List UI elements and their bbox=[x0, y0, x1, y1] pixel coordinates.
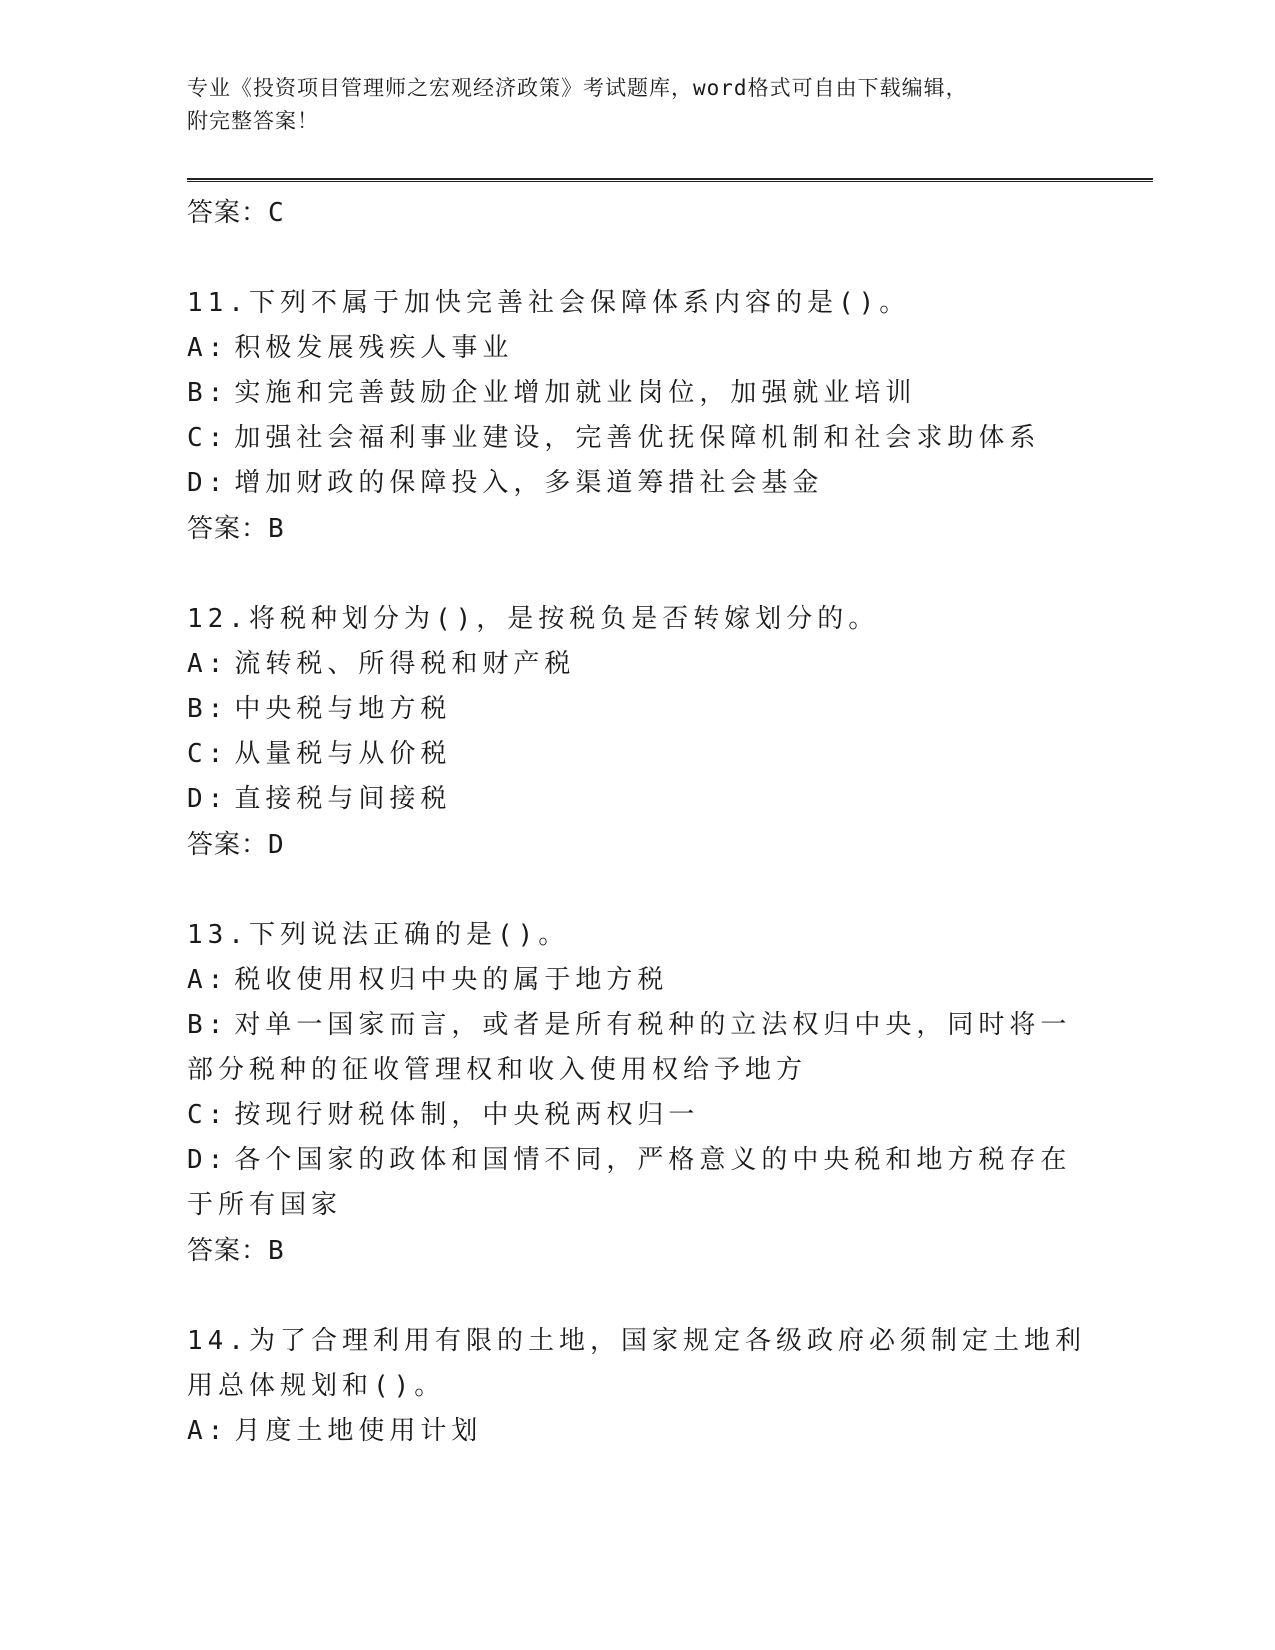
answer-value: C bbox=[268, 198, 285, 228]
answer-value: B bbox=[268, 514, 285, 544]
answer-value: D bbox=[268, 830, 285, 860]
option-text: 对单一国家而言，或者是所有税种的立法权归中央，同时将一部分税种的征收管理权和收入使用权给予地方 bbox=[187, 1010, 1072, 1085]
answer-line bbox=[187, 506, 1087, 552]
option-c bbox=[187, 732, 1087, 777]
option-key: A: bbox=[187, 1416, 229, 1446]
option-text: 积极发展残疾人事业 bbox=[234, 333, 514, 363]
option-text: 各个国家的政体和国情不同，严格意义的中央税和地方税存在于所有国家 bbox=[187, 1145, 1072, 1220]
answer-line bbox=[187, 822, 1087, 868]
answer-line bbox=[187, 1228, 1087, 1274]
option-text: 税收使用权归中央的属于地方税 bbox=[234, 965, 669, 995]
option-d bbox=[187, 777, 1087, 822]
option-text: 月度土地使用计划 bbox=[234, 1416, 483, 1446]
option-text: 按现行财税体制，中央税两权归一 bbox=[234, 1100, 700, 1130]
question-stem: 13.下列说法正确的是()。 bbox=[187, 920, 570, 950]
option-key: B: bbox=[187, 378, 229, 408]
option-text: 增加财政的保障投入，多渠道筹措社会基金 bbox=[234, 468, 824, 498]
answer-label: 答案： bbox=[187, 1236, 269, 1266]
header-divider bbox=[187, 178, 1153, 182]
question-stem: 14.为了合理利用有限的土地，国家规定各级政府必须制定土地利用总体规划和()。 bbox=[187, 1326, 1086, 1401]
question-stem: 11.下列不属于加快完善社会保障体系内容的是()。 bbox=[187, 288, 911, 318]
option-text: 流转税、所得税和财产税 bbox=[234, 649, 576, 679]
option-d bbox=[187, 461, 1087, 506]
option-a bbox=[187, 1409, 1087, 1454]
answer-label: 答案： bbox=[187, 514, 269, 544]
question-11 bbox=[187, 281, 1087, 552]
question-12 bbox=[187, 597, 1087, 868]
option-a bbox=[187, 642, 1087, 687]
option-text: 实施和完善鼓励企业增加就业岗位，加强就业培训 bbox=[234, 378, 917, 408]
option-b bbox=[187, 371, 1087, 416]
option-key: D: bbox=[187, 1145, 229, 1175]
option-key: A: bbox=[187, 649, 229, 679]
option-c bbox=[187, 416, 1087, 461]
option-key: B: bbox=[187, 1010, 229, 1040]
question-list bbox=[187, 190, 1087, 1454]
option-a bbox=[187, 326, 1087, 371]
option-text: 直接税与间接税 bbox=[234, 784, 452, 814]
option-a bbox=[187, 958, 1087, 1003]
question-stem: 12.将税种划分为()，是按税负是否转嫁划分的。 bbox=[187, 604, 880, 634]
option-d bbox=[187, 1138, 1087, 1228]
answer-label: 答案： bbox=[187, 830, 269, 860]
option-key: C: bbox=[187, 423, 229, 453]
option-key: A: bbox=[187, 965, 229, 995]
option-key: C: bbox=[187, 1100, 229, 1130]
option-text: 中央税与地方税 bbox=[234, 694, 452, 724]
document-header bbox=[187, 72, 1067, 138]
option-b bbox=[187, 1003, 1087, 1093]
question-13 bbox=[187, 913, 1087, 1274]
header-line-1: 专业《投资项目管理师之宏观经济政策》考试题库，word格式可自由下载编辑， bbox=[187, 76, 968, 100]
option-key: A: bbox=[187, 333, 229, 363]
option-b bbox=[187, 687, 1087, 732]
option-key: B: bbox=[187, 694, 229, 724]
header-line-2: 附完整答案！ bbox=[187, 109, 319, 133]
question-14 bbox=[187, 1319, 1087, 1454]
option-text: 加强社会福利事业建设，完善优抚保障机制和社会求助体系 bbox=[234, 423, 1041, 453]
option-text: 从量税与从价税 bbox=[234, 739, 452, 769]
option-key: D: bbox=[187, 468, 229, 498]
answer-value: B bbox=[268, 1236, 285, 1266]
answer-label: 答案： bbox=[187, 198, 269, 228]
option-key: C: bbox=[187, 739, 229, 769]
option-key: D: bbox=[187, 784, 229, 814]
option-c bbox=[187, 1093, 1087, 1138]
answer-line bbox=[187, 190, 1087, 236]
